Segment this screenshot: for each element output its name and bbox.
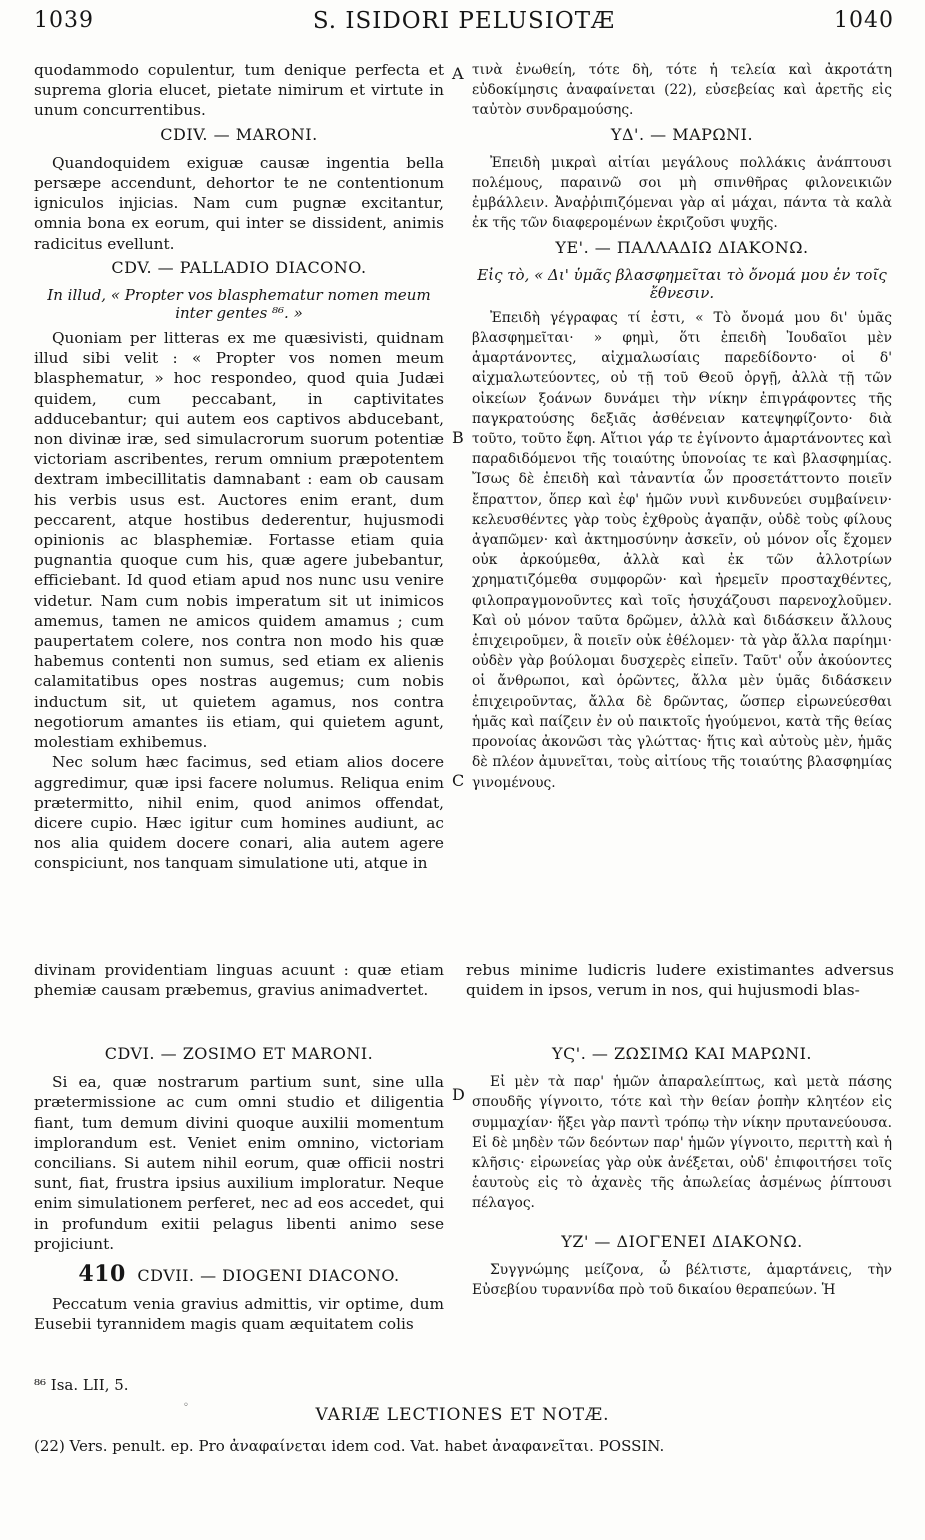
letter-406-greek: Εἰ μὲν τὰ παρ' ἡμῶν ἀπαραλείπτως, καὶ μετὰ πάσης σπουδῆς γίγνοιτο, τότε καὶ τὴν θείαν ῥοπὴν κλητέον εἰς συμμαχίαν· ἥξει γὰρ παντὶ τρόπῳ τὴν νίκην πρυτανεύουσα. Εἰ δὲ μηδὲν τῶν δεόντων παρ' ἡμῶν γίγνοιτο, περιττὴ καὶ ἡ κλῆσις· εἰρωνείας γὰρ οὐκ ἀνέξεται, οὐδ' ἐπιφοιτήσει τοῖς ἑαυτοὺς εἰς τὸ ἀχανὲς τῆς ἀπωλείας ἀσμένως ῥίπτουσι πέλαγος. [472, 1074, 892, 1212]
greek-column [472, 60, 892, 793]
letter-405-latin-part2: Nec solum hæc facimus, sed etiam alios docere aggredimur, quæ ipsi facere nolumus. Reliqua enim prætermitto, nihil enim, quod animos offendat, dicere cupio. Hæc igitur cum homines audiunt, ac nos alia quidem docere conari, alia autem agere conspiciunt, nos tanquam simulatione uti, atque in [34, 753, 444, 873]
letter-heading-407-latin: CDVII. — DIOGENI DIACONO. [137, 1266, 400, 1286]
latin-intro: quodammodo copulentur, tum denique perfecta et suprema gloria elucet, pietate nimirum et virtute in unum concurrentibus. [34, 61, 444, 120]
greek-intro: τινὰ ἐνωθείη, τότε δὴ, τότε ἡ τελεία καὶ ἀκροτάτη εὐδοκίμησις ἀναφαίνεται (22), εὐσεβείας καὶ ἀρετῆς εἰς ταὐτὸν συνδραμούσης. [472, 62, 892, 119]
tail-latin: divinam providentiam linguas acuunt : quæ etiam phemiæ causam præbemus, gravius animadvertet. [34, 961, 444, 1000]
margin-marker-c: C [452, 771, 465, 790]
letter-404-latin: Quandoquidem exiguæ causæ ingentia bella persæpe accendunt, dehortor te ne contentionum igniculos injicias. Nam cum pugnæ excitantur, omnia bona ex eorum, qui inter se dissident, animis radicitus evellunt. [34, 153, 444, 253]
footnote: ⁸⁶ Isa. LII, 5. [34, 1376, 129, 1394]
letter-405-greek: Ἐπειδὴ γέγραφας τί ἐστι, « Τὸ ὄνομά μου δι' ὑμᾶς βλασφημεῖται· » φημὶ, ὅτι ἐπειδὴ Ἰουδαῖοι μὲν ἁμαρτάνοντες, αἰχμαλωσίαις παρεδίδοντο· οἱ δ' αἰχμαλωτεύοντες, οὐ τῇ τοῦ Θεοῦ ὀργῇ, ἀλλὰ τῇ τῶν οἰκείων ξοάνων δυνάμει τὴν νίκην ἐπιγράφοντες τῆς παγκρατούσης δεξιᾶς ἀσθένειαν κατεψηφίζοντο· διὰ τοῦτο, τοῦτο ἔφη. Αἴτιοι γάρ τε ἐγίνοντο ἁμαρτάνοντες καὶ παραδιδόμενοι τῆς τοιαύτης ὑπονοίας τε καὶ βλασφημίας. Ἴσως δὲ ἐπειδὴ καὶ τἀναντία ὧν προσετάττοντο ποιεῖν ἔπραττον, ὅπερ καὶ ἐφ' ἡμῶν νυνὶ κινδυνεύει συμβαίνειν· κελευσθέντες γὰρ τοὺς ἐχθροὺς ἀγαπᾷν, οὐδὲ τοὺς φίλους ἀγαπῶμεν· καὶ ἀκτημοσύνην ἀσκεῖν, οὐ μόνον οἷς ἔχομεν οὐκ ἀρκούμεθα, ἀλλὰ καὶ ἐκ τῶν ἀλλοτρίων χρηματιζόμεθα συμφορῶν· καὶ ἠρεμεῖν προσταχθέντες, φιλοπραγμονοῦντες καὶ τοῖς ἡσυχάζουσι παρενοχλοῦμεν. Καὶ οὐ μόνον ταῦτα δρῶμεν, ἀλλὰ καὶ διδάσκειν ἄλλους ἐπιχειροῦμεν, ἃ ποιεῖν οὐκ ἐθέλομεν· τὰ γὰρ ἄλλα παρίημι· οὐδὲν γὰρ βούλομαι δυσχερὲς εἰπεῖν. Ταῦτ' οὖν ἀκούοντες οἱ ἄνθρωποι, καὶ ὁρῶντες, ἄλλα μὲν ὑμᾶς διδάσκειν ἐπιχειροῦντας, ἄλλα δὲ δρῶντας, ὥσπερ εἰρωνεύεσθαι ἡμᾶς καὶ παίζειν ἐν οὐ παικτοῖς ἡγούμενοι, κατὰ τῆς θείας προνοίας ἀκονῶσι τὰς γλώττας· ἥτις καὶ αὐτοὺς μὲν, ἡμᾶς δὲ πλέον ἀμυνεῖται, τοὺς αἰτίους τῆς τοιαύτης βλασφημίας γινομένους. [472, 309, 892, 791]
letter-subtitle-405-latin: In illud, « Propter vos blasphematur nomen meum inter gentes ⁸⁶. » [47, 286, 431, 323]
page-number-left: 1039 [34, 8, 94, 33]
greek-column-lower [472, 1040, 892, 1300]
column-number: 410 [78, 1261, 126, 1288]
letter-406-latin: Si ea, quæ nostrarum partium sunt, sine ulla prætermissione ac cum omni studio et diligentia fiant, tum demum divini quoque auxilii momentum implorandum est. Veniet enim omnino, victoriam concilians. Si autem nihil eorum, quæ officii nostri sunt, fiat, frustra ipsius auxilium imploratur. Neque enim simulationem perferet, nec ad eos accedet, qui in profundum exitii pelagus libenti animo sese projiciunt. [34, 1073, 444, 1253]
latin-column [34, 60, 444, 874]
page-number-right: 1040 [834, 8, 894, 33]
letter-subtitle-405-greek: Εἰς τὸ, « Δι' ὑμᾶς βλασφημεῖται τὸ ὄνομά μου ἐν τοῖς ἔθνεσιν. [477, 265, 887, 302]
running-title: S. ISIDORI PELUSIOTÆ [312, 8, 616, 34]
margin-marker-d: D [452, 1085, 465, 1104]
running-header [34, 8, 894, 36]
letter-heading-407-greek: ΥΖ' — ΔΙΟΓΕΝΕΙ ΔΙΑΚΟΝΩ. [561, 1231, 803, 1251]
letter-heading-406-greek: ΥϚ'. — ΖΩΣΙΜΩ ΚΑΙ ΜΑΡΩΝΙ. [552, 1044, 812, 1063]
tail-latin-right: rebus minime ludicris ludere existimantes adversus quidem in ipsos, verum in nos, qui hujusmodi blas- [466, 961, 894, 1000]
letter-heading-406-latin: CDVI. — ZOSIMO ET MARONI. [104, 1044, 374, 1063]
margin-marker-b: B [452, 428, 464, 447]
latin-column-lower [34, 1040, 444, 1335]
letter-405-latin-part1: Quoniam per litteras ex me quæsivisti, quidnam illud sibi velit : « Propter vos nomen meum blasphematur, » hoc respondeo, quod quia Judæi quidem, cum peccabant, in captivitates adducebantur; qui autem eos captivos abducebant, non divinæ iræ, sed simulacrorum suorum potentiæ victoriam ascribentes, rerum omnium præpotentem dextram imbecillitatis damnabant : eam ob causam his verbis usus est. Auctores enim erant, dum peccarent, atque hostibus dederentur, hujusmodi opinionis ac blasphemiæ. Fortasse etiam quia pugnantia quoque cum his, quæ agere jubebantur, efficiebant. Id quod etiam apud nos nunc usu venire videtur. Nam cum nobis imperatum sit ut inimicos amemus, tamen ne amicos quidem amamus ; cum paupertatem colere, nos contra non modo his quæ habemus contenti non sumus, sed etiam ex alienis calamitatibus opes nostras augemus; cum nobis inductum sit, ut quietem agamus, nos contra negotiorum amantes iis etiam, qui quietem agunt, molestiam exhibemus. [34, 329, 444, 752]
variae-lectiones-heading: VARIÆ LECTIONES ET NOTÆ. [315, 1405, 610, 1425]
letter-heading-404-latin: CDIV. — MARONI. [160, 124, 318, 144]
letter-heading-405-latin: CDV. — PALLADIO DIACONO. [111, 257, 367, 277]
letter-407-greek: Συγγνώμης μείζονα, ὦ βέλτιστε, ἁμαρτάνεις, τὴν Εὐσεβίου τυραννίδα πρὸ τοῦ δικαίου θεραπεύων. Ἡ [472, 1261, 892, 1299]
letter-404-greek: Ἐπειδὴ μικραὶ αἰτίαι μεγάλους πολλάκις ἀνάπτουσι πολέμους, παραινῶ σοι μὴ σπινθῆρας φιλονεικιῶν ἐμβάλλειν. Ἀναῤῥιπιζόμεναι γὰρ αἱ μάχαι, πάντα τὰ καλὰ ἐκ τῆς τῶν διαφερομένων ἐκριζοῦσι ψυχῆς. [472, 154, 892, 232]
variae-lectiones-note: (22) Vers. penult. ep. Pro ἀναφαίνεται idem cod. Vat. habet ἀναφανεῖται. POSSIN. [34, 1437, 665, 1455]
letter-heading-405-greek: ΥΕ'. — ΠΑΛΛΑΔΙΩ ΔΙΑΚΟΝΩ. [555, 237, 809, 257]
ornament-dot: ◦ [183, 1400, 189, 1411]
letter-heading-404-greek: ΥΔ'. — ΜΑΡΩΝΙ. [610, 124, 754, 144]
margin-marker-a: A [452, 64, 464, 83]
letter-407-latin: Peccatum venia gravius admittis, vir optime, dum Eusebii tyrannidem magis quam æquitatem colis [34, 1295, 444, 1334]
